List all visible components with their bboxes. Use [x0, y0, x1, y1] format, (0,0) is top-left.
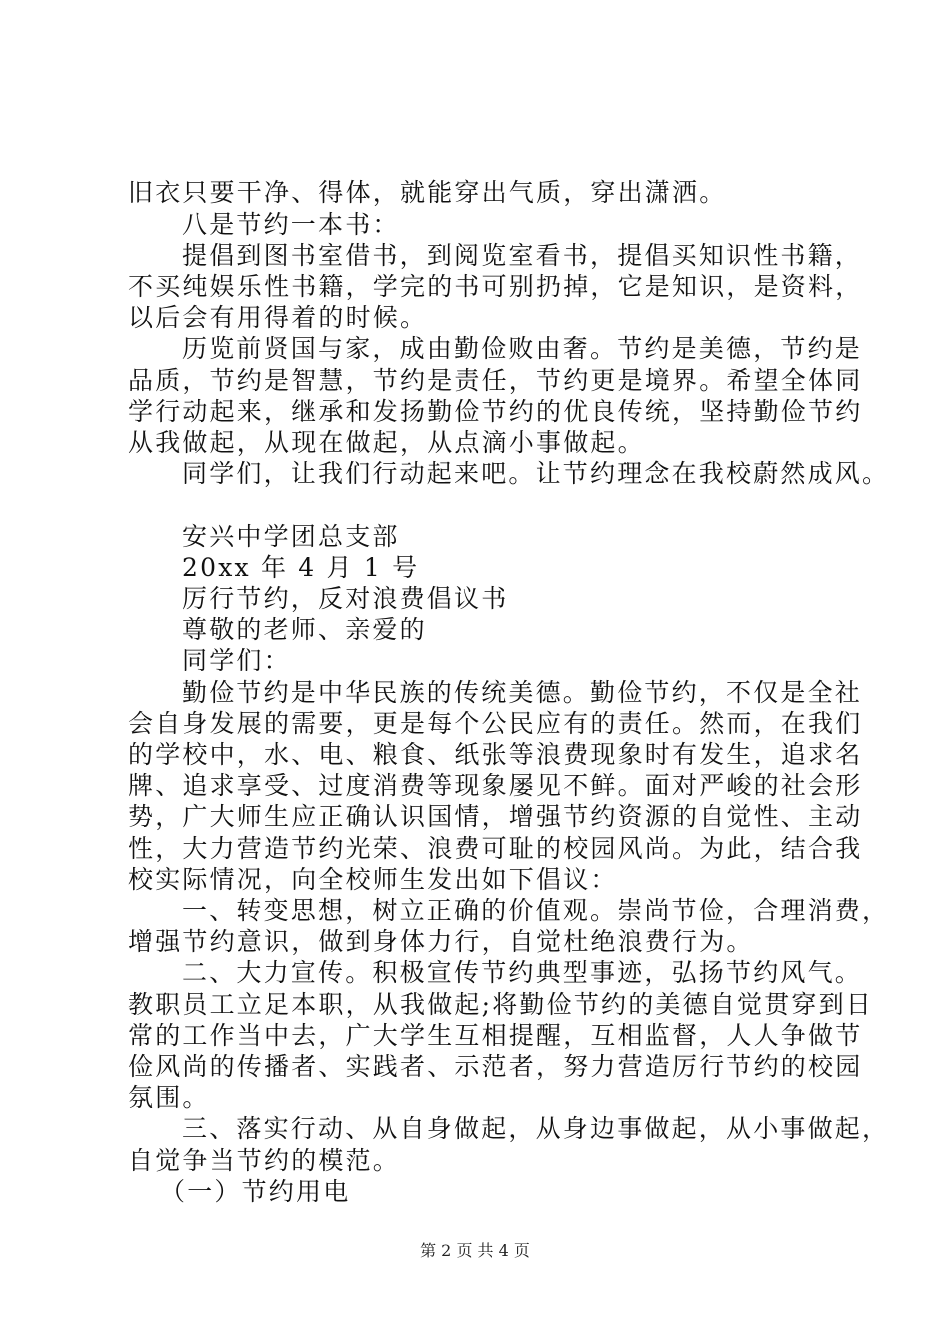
body-line-9: 从我做起，从现在做起，从点滴小事做起。: [128, 428, 645, 457]
body-line-29: 氛围。: [128, 1083, 210, 1112]
salutation-line-1: 尊敬的老师、亲爱的: [182, 615, 427, 644]
section-heading-electricity: （一）节约用电: [160, 1177, 351, 1206]
body-line-21: 性，大力营造节约光荣、浪费可耻的校园风尚。为此，结合我: [128, 834, 863, 863]
body-line-5: 以后会有用得着的时候。: [128, 303, 428, 332]
proposal-title: 厉行节约，反对浪费倡议书: [182, 584, 509, 613]
body-line-1: 旧衣只要干净、得体，就能穿出气质，穿出潇洒。: [128, 178, 727, 207]
body-line-2: 八是节约一本书：: [182, 210, 400, 239]
body-line-6: 历览前贤国与家，成由勤俭败由奢。节约是美德，节约是: [182, 334, 863, 363]
salutation-line-2: 同学们：: [182, 646, 291, 675]
body-line-7: 品质，节约是智慧，节约是责任，节约更是境界。希望全体同: [128, 366, 863, 395]
body-line-3: 提倡到图书室借书，到阅览室看书，提倡买知识性书籍，: [182, 241, 863, 270]
body-line-19: 牌、追求享受、过度消费等现象屡见不鲜。面对严峻的社会形: [128, 771, 863, 800]
body-line-16: 勤俭节约是中华民族的传统美德。勤俭节约，不仅是全社: [182, 678, 863, 707]
body-line-17: 会自身发展的需要，更是每个公民应有的责任。然而，在我们: [128, 709, 863, 738]
body-line-10: 同学们，让我们行动起来吧。让节约理念在我校蔚然成风。: [182, 459, 890, 488]
page-footer: 第 2 页 共 4 页: [420, 1241, 530, 1260]
body-line-4: 不买纯娱乐性书籍，学完的书可别扔掉，它是知识，是资料，: [128, 272, 863, 301]
body-line-23: 一、转变思想，树立正确的价值观。崇尚节俭，合理消费，: [182, 896, 890, 925]
body-line-22: 校实际情况，向全校师生发出如下倡议：: [128, 865, 618, 894]
body-line-20: 势，广大师生应正确认识国情，增强节约资源的自觉性、主动: [128, 802, 863, 831]
body-line-30: 三、落实行动、从自身做起，从身边事做起，从小事做起，: [182, 1114, 890, 1143]
body-line-8: 学行动起来，继承和发扬勤俭节约的优良传统，坚持勤俭节约: [128, 397, 863, 426]
signature-organization: 安兴中学团总支部: [182, 522, 400, 551]
body-line-24: 增强节约意识，做到身体力行，自觉杜绝浪费行为。: [128, 927, 754, 956]
body-line-28: 俭风尚的传播者、实践者、示范者，努力营造厉行节约的校园: [128, 1052, 863, 1081]
signature-date: 20xx 年 4 月 1 号: [182, 553, 420, 582]
body-line-27: 常的工作当中去，广大学生互相提醒，互相监督，人人争做节: [128, 1021, 863, 1050]
body-line-18: 的学校中，水、电、粮食、纸张等浪费现象时有发生，追求名: [128, 740, 863, 769]
body-line-31: 自觉争当节约的模范。: [128, 1146, 401, 1175]
body-line-25: 二、大力宣传。积极宣传节约典型事迹，弘扬节约风气。: [182, 958, 863, 987]
body-line-26: 教职员工立足本职，从我做起;将勤俭节约的美德自觉贯穿到日: [128, 990, 874, 1019]
